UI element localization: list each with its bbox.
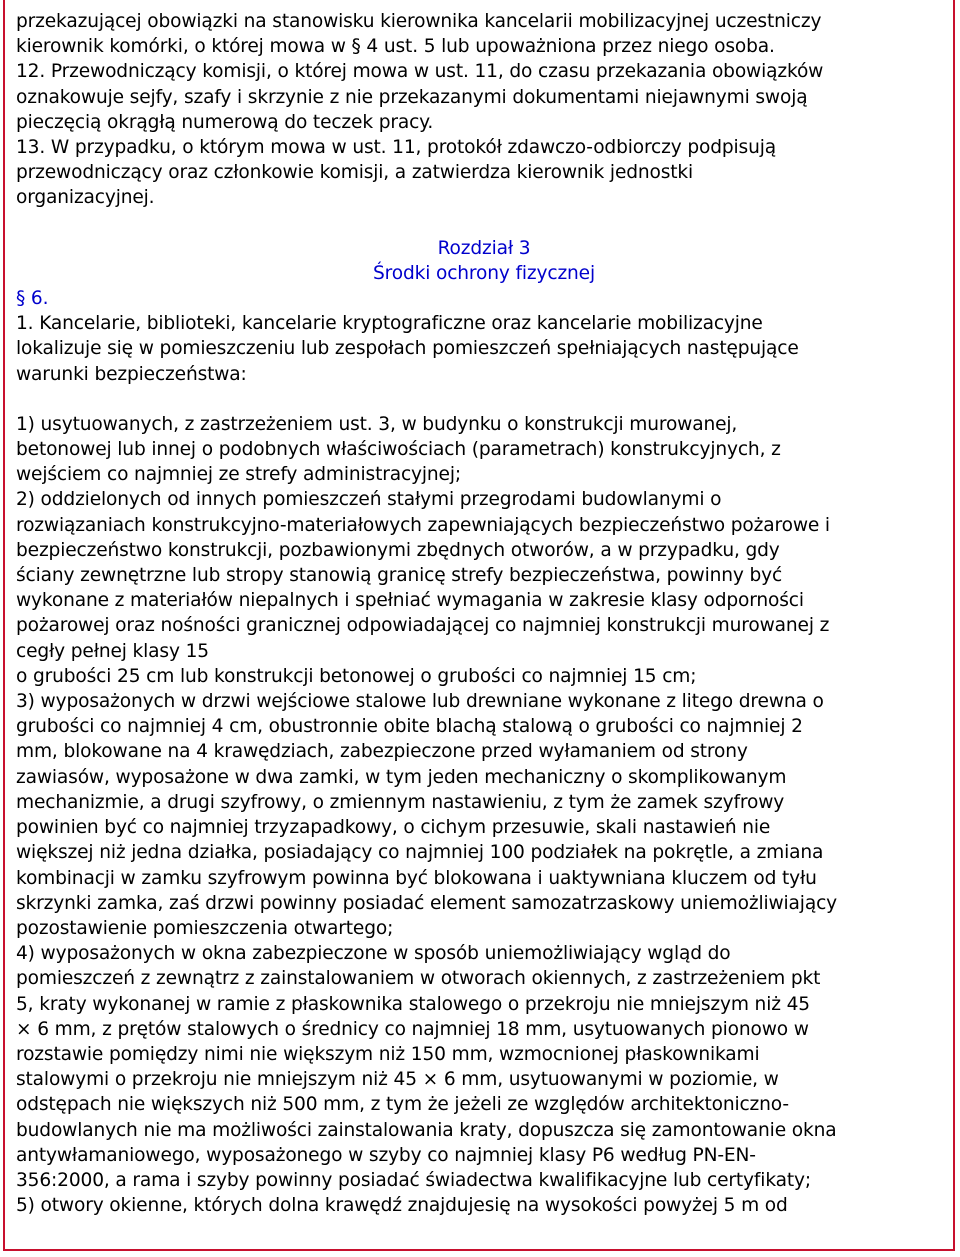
text-line: betonowej lub innej o podobnych właściwościach (parametrach) konstrukcyjnych, z <box>16 439 781 461</box>
chapter-title: Środki ochrony fizycznej <box>372 262 595 284</box>
text-line: grubości co najmniej 4 cm, obustronnie obite blachą stalową o grubości co najmniej 2 <box>16 716 803 738</box>
text-line: cegły pełnej klasy 15 <box>16 640 209 662</box>
text-line: 13. W przypadku, o którym mowa w ust. 11, protokół zdawczo-odbiorczy podpisują <box>16 137 776 159</box>
text-line: większej niż jedna działka, posiadający co najmniej 100 podziałek na pokrętle, a zmiana <box>16 842 824 864</box>
text-line: przewodniczący oraz członkowie komisji, a zatwierdza kierownik jednostki <box>16 162 694 184</box>
text-line: odstępach nie większych niż 500 mm, z tym że jeżeli ze względów architektoniczno- <box>16 1094 789 1116</box>
text-line: skrzynki zamka, zaś drzwi powinny posiadać element samozatrzaskowy uniemożliwiający <box>16 892 837 914</box>
text-line: 2) oddzielonych od innych pomieszczeń stałymi przegrodami budowlanymi o <box>16 489 722 511</box>
text-line: 3) wyposażonych w drzwi wejściowe stalowe lub drewniane wykonane z litego drewna o <box>16 691 824 713</box>
text-line: 4) wyposażonych w okna zabezpieczone w sposób uniemożliwiający wgląd do <box>16 943 731 965</box>
text-line: kombinacji w zamku szyfrowym powinna być blokowana i uaktywniana kluczem od tyłu <box>16 867 817 889</box>
text-line: ściany zewnętrzne lub stropy stanowią granicę strefy bezpieczeństwa, powinny być <box>16 565 783 587</box>
text-line: oznakowuje sejfy, szafy i skrzynie z nie przekazanymi dokumentami niejawnymi swoją <box>16 86 808 108</box>
text-line: × 6 mm, z prętów stalowych o średnicy co najmniej 18 mm, usytuowanych pionowo w <box>16 1018 809 1040</box>
text-line: 5, kraty wykonanej w ramie z płaskownika stalowego o przekroju nie mniejszym niż 45 <box>16 993 810 1015</box>
text-line: antywłamaniowego, wyposażonego w szyby co najmniej klasy P6 według PN-EN- <box>16 1144 756 1166</box>
text-line: organizacyjnej. <box>16 187 155 209</box>
document-body <box>16 9 952 1218</box>
chapter-heading <box>16 236 952 286</box>
text-line: budowlanych nie ma możliwości zainstalowania kraty, dopuszcza się zamontowanie okna <box>16 1119 837 1141</box>
text-line: wejściem co najmniej ze strefy administracyjnej; <box>16 464 461 486</box>
intro-section <box>16 9 952 211</box>
text-line: 356:2000, a rama i szyby powinny posiadać świadectwa kwalifikacyjne lub certyfikaty; <box>16 1169 811 1191</box>
text-line: warunki bezpieczeństwa: <box>16 363 247 385</box>
text-line: rozstawie pomiędzy nimi nie większym niż 150 mm, wzmocnionej płaskownikami <box>16 1043 760 1065</box>
text-line: zawiasów, wyposażone w dwa zamki, w tym jeden mechaniczny o skomplikowanym <box>16 766 787 788</box>
text-line: przekazującej obowiązki na stanowisku kierownika kancelarii mobilizacyjnej uczestniczy <box>16 11 822 32</box>
text-line: mechanizmie, a drugi szyfrowy, o zmiennym nastawieniu, z tym że zamek szyfrowy <box>16 791 785 813</box>
text-line: stalowymi o przekroju nie mniejszym niż 45 × 6 mm, usytuowanymi w poziomie, w <box>16 1069 779 1091</box>
text-line: 1) usytuowanych, z zastrzeżeniem ust. 3, w budynku o konstrukcji murowanej, <box>16 413 738 435</box>
chapter-number: Rozdział 3 <box>437 237 531 259</box>
spacer <box>16 387 952 412</box>
text-line: pomieszczeń z zewnątrz z zainstalowaniem w otworach okiennych, z zastrzeżeniem pkt <box>16 968 821 990</box>
conditions-list <box>16 412 952 1219</box>
text-line: 5) otwory okienne, których dolna krawędź znajdujesię na wysokości powyżej 5 m od <box>16 1195 788 1217</box>
text-line: rozwiązaniach konstrukcyjno-materiałowych zapewniających bezpieczeństwo pożarowe i <box>16 514 830 536</box>
text-line: pożarowej oraz nośności granicznej odpowiadającej co najmniej konstrukcji murowanej z <box>16 615 830 637</box>
text-line: powinien być co najmniej trzyzapadkowy, o cichym przesuwie, skali nastawień nie <box>16 817 771 839</box>
text-line: pieczęcią okrągłą numerową do teczek pracy. <box>16 111 434 133</box>
text-line: 12. Przewodniczący komisji, o której mowa w ust. 11, do czasu przekazania obowiązków <box>16 61 824 83</box>
paragraph-mark: § 6. <box>16 288 49 310</box>
text-line: o grubości 25 cm lub konstrukcji betonowej o grubości co najmniej 15 cm; <box>16 665 697 687</box>
text-line: lokalizuje się w pomieszczeniu lub zespołach pomieszczeń spełniających następujące <box>16 338 799 360</box>
text-line: 1. Kancelarie, biblioteki, kancelarie kryptograficzne oraz kancelarie mobilizacyjne <box>16 313 763 335</box>
text-line: wykonane z materiałów niepalnych i spełniać wymagania w zakresie klasy odporności <box>16 590 804 612</box>
text-line: pozostawienie pomieszczenia otwartego; <box>16 917 394 939</box>
text-line: mm, blokowane na 4 krawędziach, zabezpieczone przed wyłamaniem od strony <box>16 741 748 763</box>
text-line: kierownik komórki, o której mowa w § 4 ust. 5 lub upoważniona przez niego osoba. <box>16 36 775 58</box>
text-line: bezpieczeństwo konstrukcji, pozbawionymi zbędnych otworów, a w przypadku, gdy <box>16 539 780 561</box>
section-1 <box>16 311 952 387</box>
